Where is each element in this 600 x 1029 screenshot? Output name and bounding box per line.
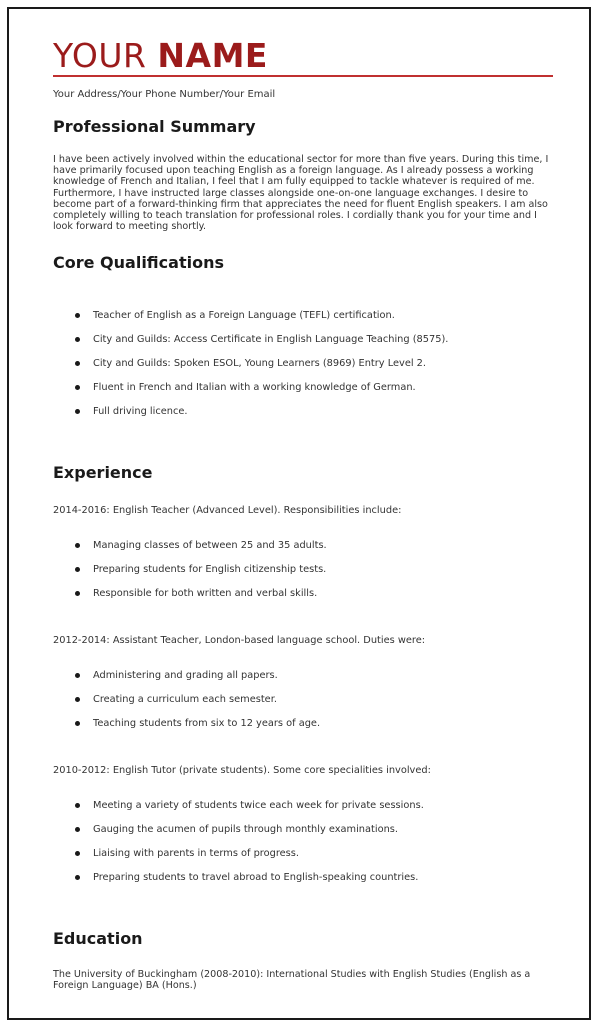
list-item: City and Guilds: Spoken ESOL, Young Learners (8969) Entry Level 2. (71, 358, 551, 382)
bullet-icon (75, 803, 80, 808)
first-name: YOUR (53, 36, 147, 75)
contact-line: Your Address/Your Phone Number/Your Email (53, 89, 276, 100)
list-item: Fluent in French and Italian with a working knowledge of German. (71, 382, 551, 406)
education-heading: Education (53, 929, 143, 948)
job-title: 2014-2016: English Teacher (Advanced Level). Responsibilities include: (53, 505, 402, 516)
list-item: Managing classes of between 25 and 35 adults. (71, 540, 551, 564)
job-duties-list (71, 540, 551, 612)
bullet-icon (75, 591, 80, 596)
list-item: Preparing students to travel abroad to English-speaking countries. (71, 872, 551, 896)
bullet-icon (75, 673, 80, 678)
cv-page (7, 7, 591, 1020)
list-item: Gauging the acumen of pupils through monthly examinations. (71, 824, 551, 848)
list-item: Teacher of English as a Foreign Language (TEFL) certification. (71, 310, 551, 334)
header-rule (53, 75, 553, 77)
education-text: The University of Buckingham (2008-2010): International Studies with English Studies (English as a Foreign Language) BA (Hons.) (53, 969, 531, 992)
last-name: NAME (157, 36, 268, 75)
bullet-icon (75, 409, 80, 414)
summary-heading: Professional Summary (53, 117, 256, 136)
bullet-icon (75, 385, 80, 390)
qualifications-list (71, 310, 551, 430)
bullet-icon (75, 567, 80, 572)
bullet-icon (75, 875, 80, 880)
bullet-icon (75, 543, 80, 548)
list-item: Teaching students from six to 12 years of age. (71, 718, 551, 742)
list-item: Responsible for both written and verbal skills. (71, 588, 551, 612)
list-item: Liaising with parents in terms of progress. (71, 848, 551, 872)
qualifications-heading: Core Qualifications (53, 253, 224, 272)
bullet-icon (75, 313, 80, 318)
bullet-icon (75, 851, 80, 856)
list-item: Preparing students for English citizenship tests. (71, 564, 551, 588)
list-item: Creating a curriculum each semester. (71, 694, 551, 718)
job-duties-list (71, 800, 551, 896)
list-item: Meeting a variety of students twice each week for private sessions. (71, 800, 551, 824)
experience-heading: Experience (53, 463, 153, 482)
bullet-icon (75, 827, 80, 832)
summary-text: I have been actively involved within the educational sector for more than five years. During this time, I have primarily focused upon teaching English as a foreign language. As I already possess a working knowledge of French and Italian, I feel that I am fully equipped to tackle whatever is required of me. Furthermore, I have instructed large classes alongside one-on-one language exchanges. I desire to become part of a forward-thinking firm that appreciates the need for fluent English speakers. I am also completely willing to teach translation for professional roles. I cordially thank you for your time and I look forward to meeting shortly. (53, 154, 549, 233)
bullet-icon (75, 337, 80, 342)
bullet-icon (75, 361, 80, 366)
bullet-icon (75, 697, 80, 702)
cv-name (53, 36, 268, 76)
job-title: 2012-2014: Assistant Teacher, London-based language school. Duties were: (53, 635, 426, 646)
list-item: City and Guilds: Access Certificate in English Language Teaching (8575). (71, 334, 551, 358)
job-title: 2010-2012: English Tutor (private students). Some core specialities involved: (53, 765, 431, 776)
job-duties-list (71, 670, 551, 742)
list-item: Administering and grading all papers. (71, 670, 551, 694)
bullet-icon (75, 721, 80, 726)
list-item: Full driving licence. (71, 406, 551, 430)
